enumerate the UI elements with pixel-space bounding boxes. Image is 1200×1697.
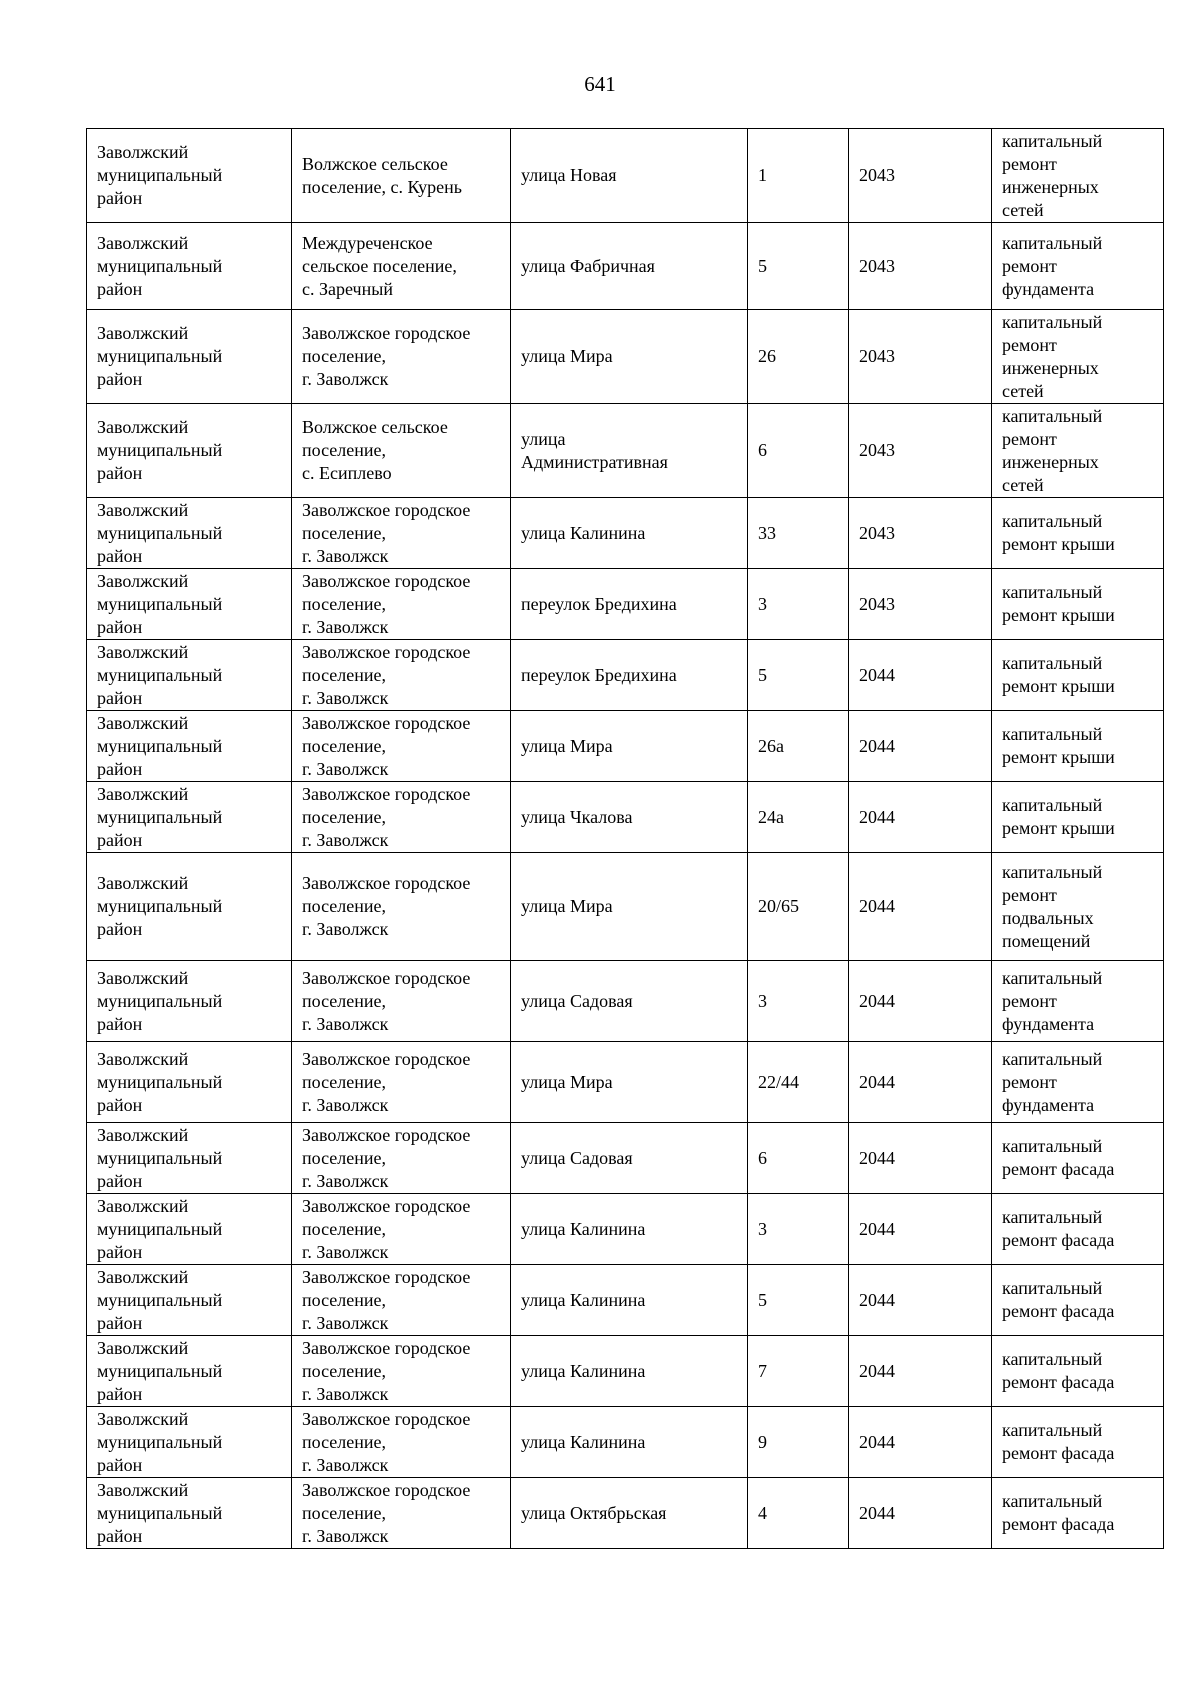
street-cell: переулок Бредихина bbox=[511, 640, 748, 711]
year-cell: 2044 bbox=[849, 1407, 992, 1478]
settlement-cell: Заволжское городское поселение, г. Заволжск bbox=[292, 310, 511, 404]
work-type-cell: капитальный ремонт крыши bbox=[992, 569, 1164, 640]
district-cell: Заволжский муниципальный район bbox=[87, 853, 292, 961]
table-row bbox=[87, 223, 1164, 310]
street-cell: улица Калинина bbox=[511, 1407, 748, 1478]
settlement-cell: Заволжское городское поселение, г. Заволжск bbox=[292, 1265, 511, 1336]
year-cell: 2044 bbox=[849, 782, 992, 853]
district-cell: Заволжский муниципальный район bbox=[87, 498, 292, 569]
street-cell: улица Мира bbox=[511, 1042, 748, 1123]
district-cell: Заволжский муниципальный район bbox=[87, 1407, 292, 1478]
house-number-cell: 33 bbox=[748, 498, 849, 569]
settlement-cell: Заволжское городское поселение, г. Заволжск bbox=[292, 961, 511, 1042]
house-number-cell: 5 bbox=[748, 1265, 849, 1336]
settlement-cell: Заволжское городское поселение, г. Заволжск bbox=[292, 1194, 511, 1265]
table-row bbox=[87, 1336, 1164, 1407]
house-number-cell: 26а bbox=[748, 711, 849, 782]
work-type-cell: капитальный ремонт крыши bbox=[992, 782, 1164, 853]
district-cell: Заволжский муниципальный район bbox=[87, 404, 292, 498]
house-number-cell: 1 bbox=[748, 129, 849, 223]
year-cell: 2043 bbox=[849, 498, 992, 569]
year-cell: 2044 bbox=[849, 1123, 992, 1194]
district-cell: Заволжский муниципальный район bbox=[87, 640, 292, 711]
year-cell: 2043 bbox=[849, 310, 992, 404]
year-cell: 2044 bbox=[849, 711, 992, 782]
work-type-cell: капитальный ремонт крыши bbox=[992, 498, 1164, 569]
year-cell: 2044 bbox=[849, 1336, 992, 1407]
street-cell: улица Чкалова bbox=[511, 782, 748, 853]
district-cell: Заволжский муниципальный район bbox=[87, 129, 292, 223]
work-type-cell: капитальный ремонт инженерных сетей bbox=[992, 310, 1164, 404]
settlement-cell: Заволжское городское поселение, г. Заволжск bbox=[292, 782, 511, 853]
district-cell: Заволжский муниципальный район bbox=[87, 1042, 292, 1123]
street-cell: улица Калинина bbox=[511, 498, 748, 569]
year-cell: 2043 bbox=[849, 223, 992, 310]
table-row bbox=[87, 1194, 1164, 1265]
settlement-cell: Междуреченское сельское поселение, с. Заречный bbox=[292, 223, 511, 310]
settlement-cell: Заволжское городское поселение, г. Заволжск bbox=[292, 1407, 511, 1478]
table-row bbox=[87, 569, 1164, 640]
house-number-cell: 5 bbox=[748, 223, 849, 310]
table-row bbox=[87, 1478, 1164, 1549]
street-cell: улица Мира bbox=[511, 853, 748, 961]
table-row bbox=[87, 1407, 1164, 1478]
work-type-cell: капитальный ремонт фасада bbox=[992, 1123, 1164, 1194]
settlement-cell: Волжское сельское поселение, с. Курень bbox=[292, 129, 511, 223]
table-row bbox=[87, 1265, 1164, 1336]
house-number-cell: 26 bbox=[748, 310, 849, 404]
house-number-cell: 3 bbox=[748, 569, 849, 640]
table-body bbox=[87, 129, 1164, 1549]
house-number-cell: 20/65 bbox=[748, 853, 849, 961]
district-cell: Заволжский муниципальный район bbox=[87, 1194, 292, 1265]
street-cell: улица Садовая bbox=[511, 961, 748, 1042]
year-cell: 2044 bbox=[849, 1478, 992, 1549]
house-number-cell: 6 bbox=[748, 404, 849, 498]
house-number-cell: 6 bbox=[748, 1123, 849, 1194]
work-type-cell: капитальный ремонт фундамента bbox=[992, 1042, 1164, 1123]
work-type-cell: капитальный ремонт подвальных помещений bbox=[992, 853, 1164, 961]
repair-schedule-table bbox=[86, 128, 1164, 1549]
street-cell: улица Калинина bbox=[511, 1194, 748, 1265]
street-cell: улица Калинина bbox=[511, 1265, 748, 1336]
house-number-cell: 3 bbox=[748, 1194, 849, 1265]
district-cell: Заволжский муниципальный район bbox=[87, 1336, 292, 1407]
settlement-cell: Заволжское городское поселение, г. Заволжск bbox=[292, 1042, 511, 1123]
district-cell: Заволжский муниципальный район bbox=[87, 1123, 292, 1194]
year-cell: 2044 bbox=[849, 961, 992, 1042]
work-type-cell: капитальный ремонт инженерных сетей bbox=[992, 404, 1164, 498]
year-cell: 2044 bbox=[849, 640, 992, 711]
house-number-cell: 5 bbox=[748, 640, 849, 711]
table-row bbox=[87, 1042, 1164, 1123]
work-type-cell: капитальный ремонт фасада bbox=[992, 1407, 1164, 1478]
table-row bbox=[87, 129, 1164, 223]
settlement-cell: Заволжское городское поселение, г. Заволжск bbox=[292, 1336, 511, 1407]
street-cell: переулок Бредихина bbox=[511, 569, 748, 640]
street-cell: улица Административная bbox=[511, 404, 748, 498]
street-cell: улица Фабричная bbox=[511, 223, 748, 310]
work-type-cell: капитальный ремонт фундамента bbox=[992, 223, 1164, 310]
settlement-cell: Заволжское городское поселение, г. Заволжск bbox=[292, 640, 511, 711]
settlement-cell: Заволжское городское поселение, г. Заволжск bbox=[292, 569, 511, 640]
year-cell: 2043 bbox=[849, 569, 992, 640]
district-cell: Заволжский муниципальный район bbox=[87, 1265, 292, 1336]
year-cell: 2044 bbox=[849, 1265, 992, 1336]
year-cell: 2044 bbox=[849, 1042, 992, 1123]
table-row bbox=[87, 961, 1164, 1042]
table-row bbox=[87, 640, 1164, 711]
work-type-cell: капитальный ремонт инженерных сетей bbox=[992, 129, 1164, 223]
table-row bbox=[87, 853, 1164, 961]
table-row bbox=[87, 782, 1164, 853]
settlement-cell: Заволжское городское поселение, г. Заволжск bbox=[292, 1123, 511, 1194]
house-number-cell: 24а bbox=[748, 782, 849, 853]
year-cell: 2044 bbox=[849, 853, 992, 961]
house-number-cell: 4 bbox=[748, 1478, 849, 1549]
district-cell: Заволжский муниципальный район bbox=[87, 569, 292, 640]
district-cell: Заволжский муниципальный район bbox=[87, 1478, 292, 1549]
year-cell: 2043 bbox=[849, 404, 992, 498]
street-cell: улица Калинина bbox=[511, 1336, 748, 1407]
district-cell: Заволжский муниципальный район bbox=[87, 961, 292, 1042]
work-type-cell: капитальный ремонт фасада bbox=[992, 1265, 1164, 1336]
work-type-cell: капитальный ремонт фасада bbox=[992, 1478, 1164, 1549]
work-type-cell: капитальный ремонт крыши bbox=[992, 711, 1164, 782]
year-cell: 2044 bbox=[849, 1194, 992, 1265]
table-row bbox=[87, 711, 1164, 782]
work-type-cell: капитальный ремонт фундамента bbox=[992, 961, 1164, 1042]
settlement-cell: Заволжское городское поселение, г. Заволжск bbox=[292, 853, 511, 961]
street-cell: улица Мира bbox=[511, 711, 748, 782]
table-row bbox=[87, 404, 1164, 498]
settlement-cell: Заволжское городское поселение, г. Заволжск bbox=[292, 711, 511, 782]
table-row bbox=[87, 498, 1164, 569]
settlement-cell: Заволжское городское поселение, г. Заволжск bbox=[292, 1478, 511, 1549]
table-row bbox=[87, 310, 1164, 404]
district-cell: Заволжский муниципальный район bbox=[87, 310, 292, 404]
street-cell: улица Мира bbox=[511, 310, 748, 404]
street-cell: улица Октябрьская bbox=[511, 1478, 748, 1549]
table-row bbox=[87, 1123, 1164, 1194]
work-type-cell: капитальный ремонт фасада bbox=[992, 1336, 1164, 1407]
district-cell: Заволжский муниципальный район bbox=[87, 223, 292, 310]
house-number-cell: 22/44 bbox=[748, 1042, 849, 1123]
settlement-cell: Заволжское городское поселение, г. Заволжск bbox=[292, 498, 511, 569]
year-cell: 2043 bbox=[849, 129, 992, 223]
house-number-cell: 7 bbox=[748, 1336, 849, 1407]
district-cell: Заволжский муниципальный район bbox=[87, 711, 292, 782]
district-cell: Заволжский муниципальный район bbox=[87, 782, 292, 853]
house-number-cell: 9 bbox=[748, 1407, 849, 1478]
house-number-cell: 3 bbox=[748, 961, 849, 1042]
page-number: 641 bbox=[584, 72, 616, 96]
street-cell: улица Новая bbox=[511, 129, 748, 223]
street-cell: улица Садовая bbox=[511, 1123, 748, 1194]
work-type-cell: капитальный ремонт фасада bbox=[992, 1194, 1164, 1265]
settlement-cell: Волжское сельское поселение, с. Есиплево bbox=[292, 404, 511, 498]
work-type-cell: капитальный ремонт крыши bbox=[992, 640, 1164, 711]
